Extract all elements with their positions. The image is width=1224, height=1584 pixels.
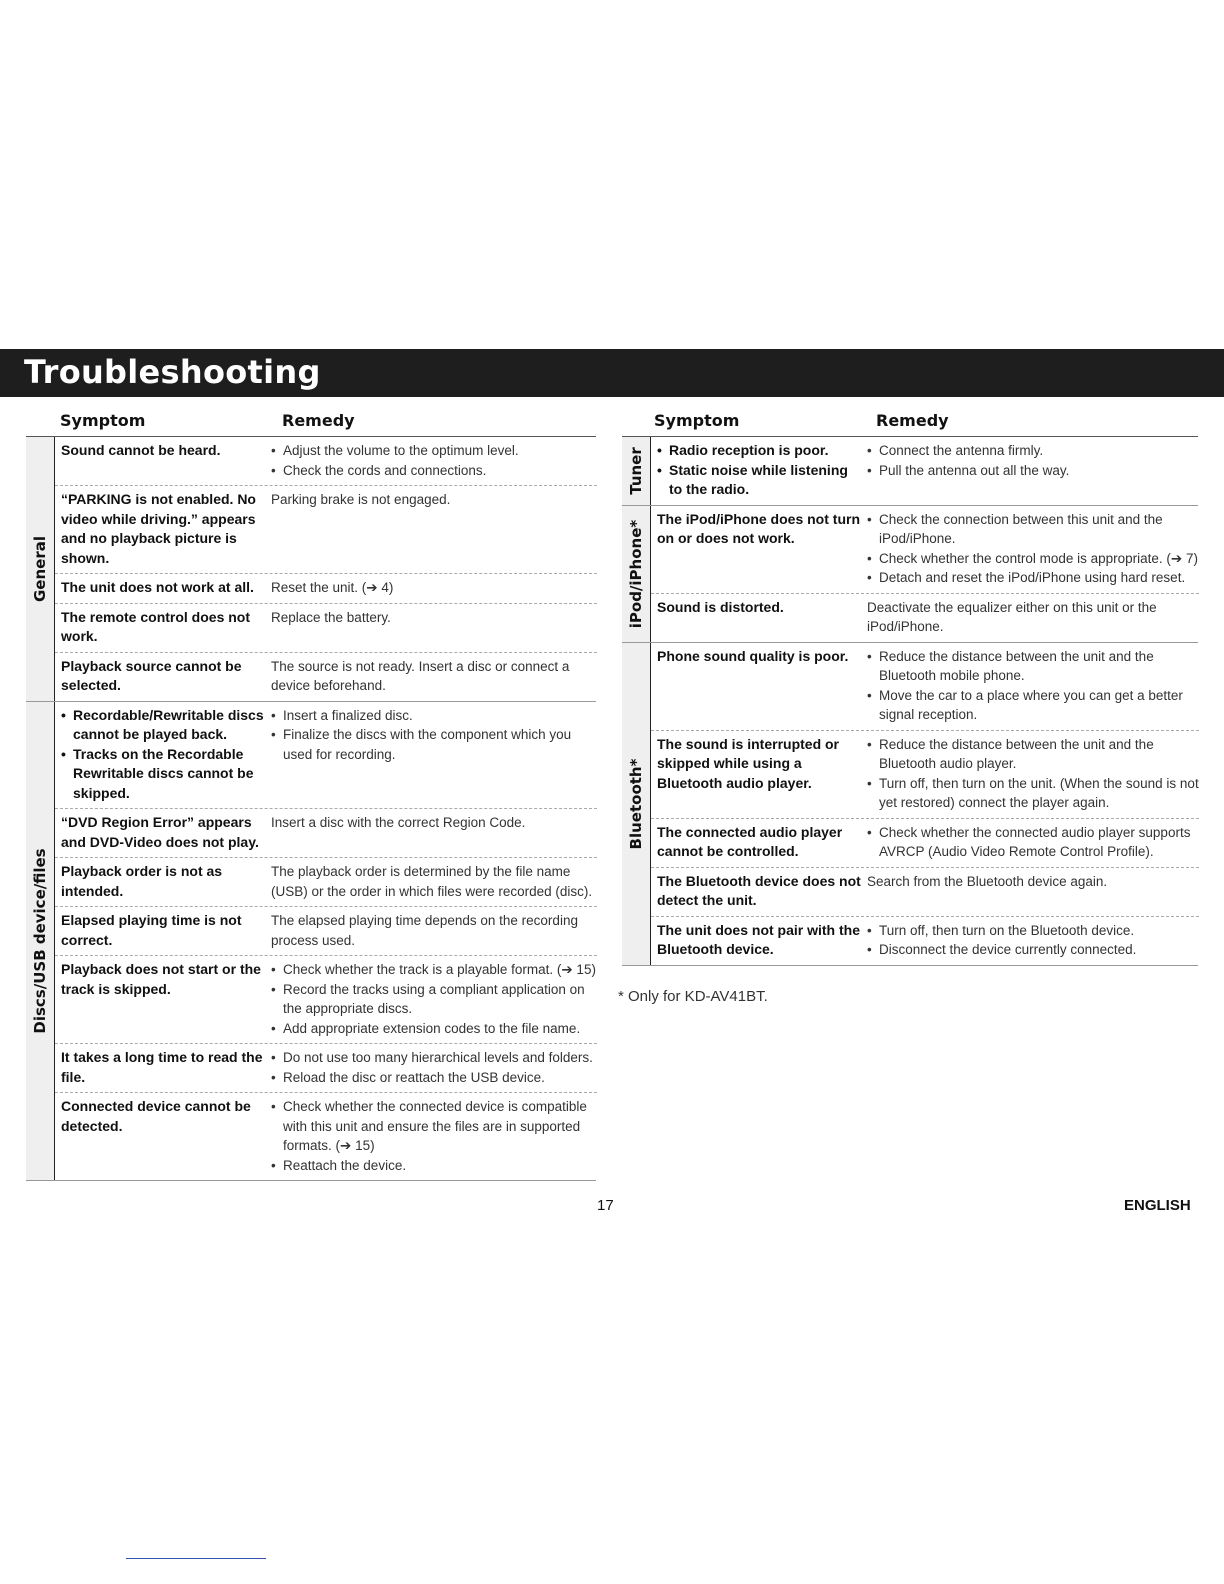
section-rows <box>651 643 1199 965</box>
section-rows <box>55 437 597 701</box>
table-row <box>55 858 597 907</box>
section-label: Tuner <box>627 446 645 495</box>
remedy-cell <box>861 823 1199 862</box>
symptom-text: Phone sound quality is poor. <box>657 647 849 664</box>
bullet-item: • Reduce the distance between the unit and the Bluetooth mobile phone. <box>867 647 1199 686</box>
remedy-text: Parking brake is not engaged. <box>271 492 451 507</box>
page-number: 17 <box>597 1197 614 1214</box>
table-row <box>55 1093 597 1180</box>
symptom-text: Playback does not start or the track is skipped. <box>61 961 261 997</box>
symptom-text: The Bluetooth device does not detect the unit. <box>657 872 861 908</box>
bullet-item: • Connect the antenna firmly. <box>867 441 1199 461</box>
symptom-cell <box>651 598 861 637</box>
symptom-text: Sound is distorted. <box>657 598 784 615</box>
section-label: Discs/USB device/files <box>31 848 49 1034</box>
section-general <box>26 437 596 702</box>
table-row <box>55 809 597 858</box>
remedy-cell <box>265 1048 597 1087</box>
remedy-list <box>867 823 1199 862</box>
bullet-item: • Check whether the control mode is appropriate. (➔ 7) <box>867 549 1199 569</box>
bullet-item: • Record the tracks using a compliant application on the appropriate discs. <box>271 980 597 1019</box>
symptom-text: Elapsed playing time is not correct. <box>61 912 242 948</box>
bullet-item: • Turn off, then turn on the Bluetooth device. <box>867 921 1199 941</box>
remedy-header: Remedy <box>876 411 949 430</box>
table-row <box>55 702 597 810</box>
symptom-cell <box>55 911 265 950</box>
remedy-cell <box>861 872 1199 911</box>
table-row <box>55 604 597 653</box>
section-label: Bluetooth* <box>627 758 645 849</box>
symptom-cell <box>55 960 265 1038</box>
table-row <box>651 868 1199 917</box>
section-tab <box>622 506 651 642</box>
bullet-item: • Do not use too many hierarchical levels and folders. <box>271 1048 597 1068</box>
table-header <box>26 408 596 437</box>
table-row <box>55 486 597 574</box>
table-row <box>55 907 597 956</box>
symptom-cell <box>651 921 861 960</box>
bullet-item: • Finalize the discs with the component which you used for recording. <box>271 725 597 764</box>
symptom-cell <box>651 735 861 813</box>
remedy-cell <box>861 441 1199 500</box>
symptom-text: The iPod/iPhone does not turn on or does not work. <box>657 510 860 546</box>
remedy-text: Deactivate the equalizer either on this unit or the iPod/iPhone. <box>867 599 1157 634</box>
remedy-cell <box>861 510 1199 588</box>
language-label: ENGLISH <box>1124 1197 1191 1214</box>
bullet-item: • Tracks on the Recordable Rewritable discs cannot be skipped. <box>61 745 265 804</box>
remedy-list <box>867 647 1199 725</box>
remedy-cell <box>265 490 597 568</box>
section-tab <box>26 437 55 701</box>
symptom-text: “DVD Region Error” appears and DVD-Video does not play. <box>61 814 259 850</box>
symptom-text: It takes a long time to read the file. <box>61 1049 263 1085</box>
table-row <box>55 437 597 486</box>
table-header <box>622 408 1198 437</box>
divider <box>126 1558 266 1559</box>
section-tuner <box>622 437 1198 506</box>
bullet-item: • Reload the disc or reattach the USB device. <box>271 1068 597 1088</box>
table-row <box>55 1044 597 1093</box>
section-rows <box>55 702 597 1181</box>
table-row <box>651 731 1199 819</box>
right-table <box>622 408 1198 966</box>
remedy-list <box>867 735 1199 813</box>
page-title: Troubleshooting <box>24 353 321 391</box>
symptom-list <box>61 706 265 804</box>
section-tab <box>622 643 651 965</box>
symptom-cell <box>55 657 265 696</box>
section-rows <box>651 437 1199 505</box>
symptom-cell <box>55 490 265 568</box>
bullet-item: • Adjust the volume to the optimum level. <box>271 441 597 461</box>
symptom-text: Connected device cannot be detected. <box>61 1098 251 1134</box>
symptom-text: The unit does not pair with the Bluetooth device. <box>657 921 860 957</box>
remedy-list <box>867 510 1199 588</box>
remedy-cell <box>265 441 597 480</box>
bullet-item: • Reduce the distance between the unit and the Bluetooth audio player. <box>867 735 1199 774</box>
bullet-item: • Add appropriate extension codes to the file name. <box>271 1019 597 1039</box>
remedy-cell <box>861 921 1199 960</box>
remedy-text: The playback order is determined by the file name (USB) or the order in which files were recorded (disc). <box>271 864 593 899</box>
symptom-list <box>657 441 861 500</box>
symptom-text: The remote control does not work. <box>61 608 251 644</box>
remedy-text: Insert a disc with the correct Region Code. <box>271 815 526 830</box>
bullet-item: • Reattach the device. <box>271 1156 597 1176</box>
symptom-cell <box>55 1048 265 1087</box>
section-tab <box>26 702 55 1181</box>
symptom-text: The connected audio player cannot be controlled. <box>657 823 843 859</box>
symptom-cell <box>651 647 861 725</box>
remedy-cell <box>265 960 597 1038</box>
symptom-cell <box>55 813 265 852</box>
remedy-cell <box>265 911 597 950</box>
symptom-cell <box>55 578 265 598</box>
bullet-item: • Check whether the connected device is compatible with this unit and ensure the files are in supported formats. (➔ 15) <box>271 1097 597 1156</box>
remedy-cell <box>265 578 597 598</box>
table-row <box>55 653 597 701</box>
remedy-cell <box>861 647 1199 725</box>
table-row <box>651 594 1199 642</box>
remedy-cell <box>265 1097 597 1175</box>
bullet-item: • Turn off, then turn on the unit. (When the sound is not yet restored) connect the player again. <box>867 774 1199 813</box>
remedy-cell <box>265 608 597 647</box>
symptom-text: “PARKING is not enabled. No video while driving.” appears and no playback picture is shown. <box>61 491 256 566</box>
section-rows <box>651 506 1199 642</box>
bullet-item: • Disconnect the device currently connected. <box>867 940 1199 960</box>
bullet-item: • Move the car to a place where you can get a better signal reception. <box>867 686 1199 725</box>
symptom-text: The unit does not work at all. <box>61 579 254 595</box>
symptom-cell <box>55 706 265 804</box>
section-ipod-iphone- <box>622 506 1198 643</box>
table-row <box>651 506 1199 594</box>
symptom-cell <box>651 872 861 911</box>
remedy-text: The elapsed playing time depends on the recording process used. <box>271 913 578 948</box>
bullet-item: • Check whether the connected audio player supports AVRCP (Audio Video Remote Control Profile). <box>867 823 1199 862</box>
bullet-item: • Check whether the track is a playable format. (➔ 15) <box>271 960 597 980</box>
remedy-text: Reset the unit. (➔ 4) <box>271 580 394 595</box>
remedy-list <box>271 1097 597 1175</box>
section-label: iPod/iPhone* <box>627 519 645 628</box>
remedy-text: The source is not ready. Insert a disc or connect a device beforehand. <box>271 658 570 693</box>
symptom-cell <box>55 862 265 901</box>
bullet-item: • Static noise while listening to the radio. <box>657 461 861 500</box>
section-bluetooth- <box>622 643 1198 966</box>
bullet-item: • Detach and reset the iPod/iPhone using hard reset. <box>867 568 1199 588</box>
table-row <box>55 956 597 1044</box>
remedy-list <box>271 441 597 480</box>
symptom-cell <box>651 441 861 500</box>
table-row <box>651 437 1199 505</box>
left-table <box>26 408 596 1181</box>
remedy-cell <box>861 598 1199 637</box>
table-row <box>651 917 1199 965</box>
symptom-text: Sound cannot be heard. <box>61 442 221 458</box>
remedy-cell <box>265 657 597 696</box>
bullet-item: • Recordable/Rewritable discs cannot be played back. <box>61 706 265 745</box>
bullet-item: • Check the cords and connections. <box>271 461 597 481</box>
remedy-cell <box>265 706 597 804</box>
remedy-text: Replace the battery. <box>271 609 391 625</box>
symptom-cell <box>651 510 861 588</box>
footnote: * Only for KD-AV41BT. <box>618 988 768 1005</box>
symptom-header: Symptom <box>60 411 146 430</box>
symptom-cell <box>55 441 265 480</box>
table-row <box>651 643 1199 731</box>
remedy-list <box>867 921 1199 960</box>
title-banner <box>0 349 1224 397</box>
table-row <box>55 574 597 604</box>
symptom-header: Symptom <box>654 411 740 430</box>
symptom-cell <box>651 823 861 862</box>
remedy-list <box>271 706 597 765</box>
remedy-list <box>271 960 597 1038</box>
bullet-item: • Pull the antenna out all the way. <box>867 461 1199 481</box>
remedy-header: Remedy <box>282 411 355 430</box>
remedy-cell <box>861 735 1199 813</box>
symptom-text: Playback source cannot be selected. <box>61 657 242 693</box>
section-tab <box>622 437 651 505</box>
symptom-text: Playback order is not as intended. <box>61 863 223 899</box>
section-discs-usb-device-files <box>26 702 596 1182</box>
bullet-item: • Check the connection between this unit and the iPod/iPhone. <box>867 510 1199 549</box>
remedy-list <box>867 441 1199 480</box>
symptom-cell <box>55 608 265 647</box>
bullet-item: • Radio reception is poor. <box>657 441 861 461</box>
symptom-cell <box>55 1097 265 1175</box>
bullet-item: • Insert a finalized disc. <box>271 706 597 726</box>
section-label: General <box>31 535 49 602</box>
remedy-list <box>271 1048 597 1087</box>
table-row <box>651 819 1199 868</box>
remedy-cell <box>265 813 597 852</box>
symptom-text: The sound is interrupted or skipped while using a Bluetooth audio player. <box>657 735 840 791</box>
remedy-text: Search from the Bluetooth device again. <box>867 873 1108 889</box>
remedy-cell <box>265 862 597 901</box>
